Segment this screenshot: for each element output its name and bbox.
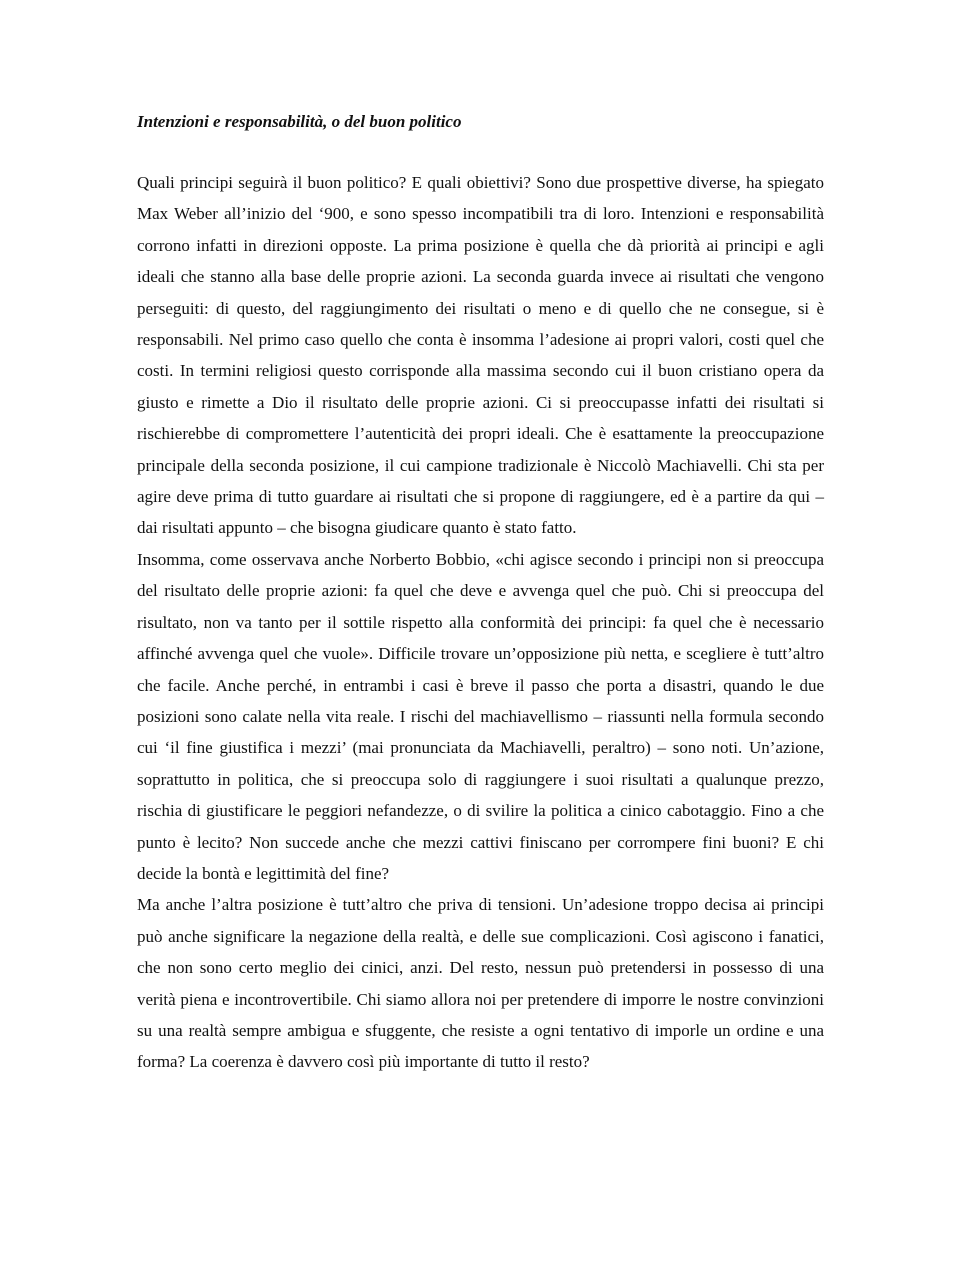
- paragraph-3: Ma anche l’altra posizione è tutt’altro che priva di tensioni. Un’adesione troppo decisa ai principi può anche significare la negazione della realtà, e delle sue complicazioni. Così agiscono i fanatici, che non sono certo meglio dei cinici, anzi. Del resto, nessun può pretendersi in possesso di una verità piena e incontrovertibile. Chi siamo allora noi per pretendere di imporre le nostre convinzioni su una realtà sempre ambigua e sfuggente, che resiste a ogni tentativo di imporle un ordine e una forma? La coerenza è davvero così più importante di tutto il resto?: [137, 895, 824, 1072]
- document-body: [137, 167, 824, 1078]
- paragraph-1: Quali principi seguirà il buon politico? E quali obiettivi? Sono due prospettive diverse, ha spiegato Max Weber all’inizio del ‘900, e sono spesso incompatibili tra di loro. Intenzioni e responsabilità corrono infatti in direzioni opposte. La prima posizione è quella che dà priorità ai principi e agli ideali che stanno alla base delle proprie azioni. La seconda guarda invece ai risultati che vengono perseguiti: di questo, del raggiungimento dei risultati o meno e di quello che ne consegue, si è responsabili. Nel primo caso quello che conta è insomma l’adesione ai propri valori, costi quel che costi. In termini religiosi questo corrisponde alla massima secondo cui il buon cristiano opera da giusto e rimette a Dio il risultato delle proprie azioni. Ci si preoccupasse infatti dei risultati si rischierebbe di compromettere l’autenticità dei propri ideali. Che è esattamente la preoccupazione principale della seconda posizione, il cui campione tradizionale è Niccolò Machiavelli. Chi sta per agire deve prima di tutto guardare ai risultati che si propone di raggiungere, ed è a partire da qui – dai risultati appunto – che bisogna giudicare quanto è stato fatto.: [137, 173, 824, 538]
- paragraph-2: Insomma, come osservava anche Norberto Bobbio, «chi agisce secondo i principi non si preoccupa del risultato delle proprie azioni: fa quel che deve e avvenga quel che può. Chi si preoccupa del risultato, non va tanto per il sottile rispetto alla conformità dei principi: fa quel che è necessario affinché avvenga quel che vuole». Difficile trovare un’opposizione più netta, e scegliere è tutt’altro che facile. Anche perché, in entrambi i casi è breve il passo che porta a disastri, quando le due posizioni sono calate nella vita reale. I rischi del machiavellismo – riassunti nella formula secondo cui ‘il fine giustifica i mezzi’ (mai pronunciata da Machiavelli, peraltro) – sono noti. Un’azione, soprattutto in politica, che si preoccupa solo di raggiungere i suoi risultati a qualunque prezzo, rischia di giustificare le peggiori nefandezze, o di svilire la politica a cinico cabotaggio. Fino a che punto è lecito? Non succede anche che mezzi cattivi finiscano per corrompere fini buoni? E chi decide la bontà e legittimità del fine?: [137, 549, 824, 883]
- document-title: Intenzioni e responsabilità, o del buon politico: [137, 112, 462, 131]
